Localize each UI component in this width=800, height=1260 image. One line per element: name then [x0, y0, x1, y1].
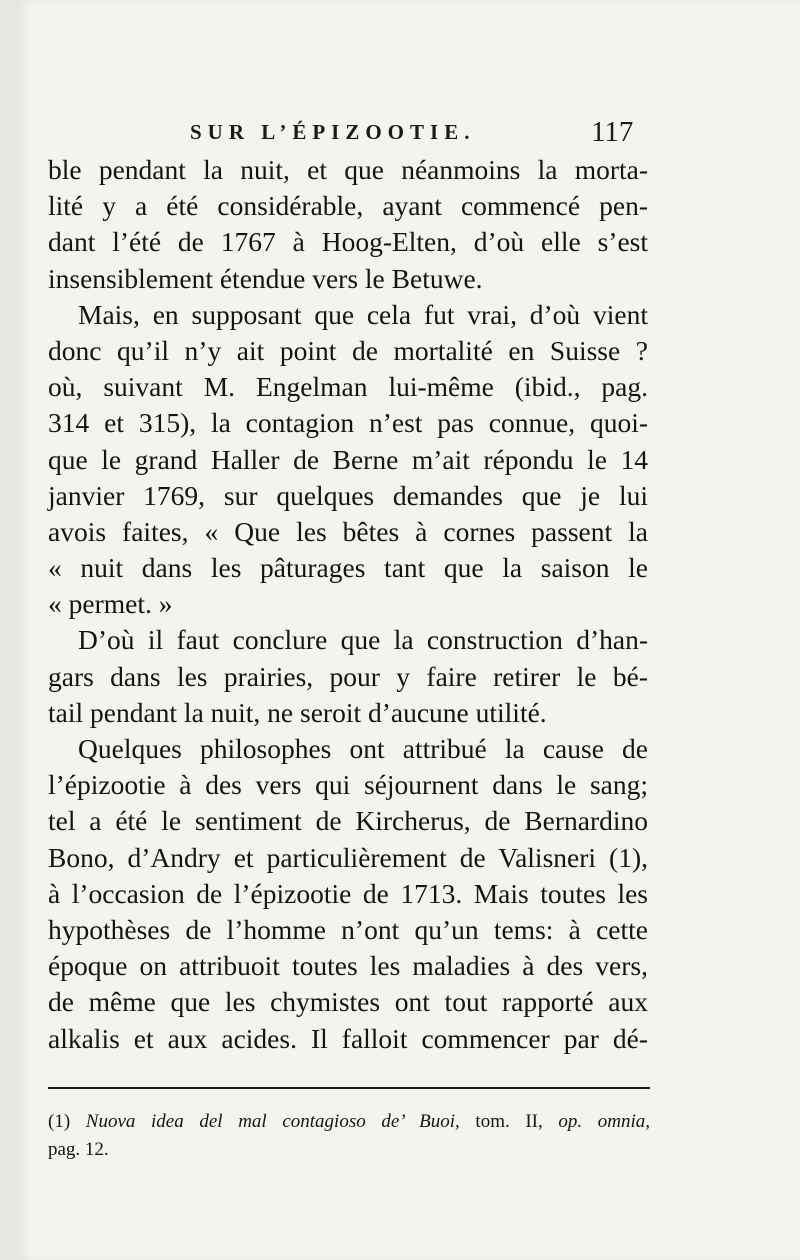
footnote-line [48, 1108, 650, 1136]
text-line: Bono, d’Andry et particulièrement de Valisneri (1), [48, 841, 648, 873]
text-line: lité y a été considérable, ayant commencé pen- [48, 190, 648, 222]
text-line: époque on attribuoit toutes les maladies à des vers, [48, 950, 648, 982]
text-line: gars dans les prairies, pour y faire retirer le bé- [48, 660, 648, 692]
footnote-ref: tom. II, [475, 1111, 543, 1132]
text-line: de même que les chymistes ont tout rapporté aux [48, 986, 648, 1018]
text-line: alkalis et aux acides. Il falloit commencer par dé- [48, 1022, 648, 1054]
text-line: Mais, en supposant que cela fut vrai, d’où vient [78, 298, 648, 330]
footnote-line: pag. 12. [48, 1139, 109, 1160]
text-line: avois faites, « Que les bêtes à cornes passent la [48, 515, 648, 547]
text-line: l’épizootie à des vers qui séjournent dans le sang; [48, 769, 648, 801]
page-number: 117 [591, 116, 634, 148]
text-line: tel a été le sentiment de Kircherus, de Bernardino [48, 805, 648, 837]
text-line: insensiblement étendue vers le Betuwe. [48, 262, 483, 294]
text-line: hypothèses de l’homme n’ont qu’un tems: à cette [48, 913, 648, 945]
text-line: janvier 1769, sur quelques demandes que je lui [48, 479, 648, 511]
footnote-marker: (1) [48, 1111, 71, 1132]
text-line: 314 et 315), la contagion n’est pas connue, quoi- [48, 407, 648, 439]
footnote-rule [48, 1087, 650, 1089]
text-line: tail pendant la nuit, ne seroit d’aucune utilité. [48, 696, 547, 728]
text-line: à l’occasion de l’épizootie de 1713. Mais toutes les [48, 877, 648, 909]
footnote-ref-italic: op. omnia, [558, 1111, 651, 1132]
book-page [18, 0, 800, 1260]
text-line: Quelques philosophes ont attribué la cause de [78, 733, 648, 764]
text-line: ble pendant la nuit, et que néanmoins la morta- [48, 154, 648, 185]
body-text [48, 152, 648, 1057]
running-title: SUR L’ÉPIZOOTIE. [190, 120, 476, 144]
footnote [48, 1108, 650, 1164]
footnote-title: Nuova idea del mal contagioso de’ Buoi, [85, 1111, 460, 1132]
text-line: D’où il faut conclure que la construction d’han- [78, 624, 648, 656]
text-line: dant l’été de 1767 à Hoog-Elten, d’où elle s’est [48, 226, 648, 258]
page-header [18, 118, 800, 152]
text-line: donc qu’il n’y ait point de mortalité en Suisse ? [48, 334, 648, 366]
text-line: « permet. » [48, 588, 173, 620]
text-line: où, suivant M. Engelman lui-même (ibid., pag. [48, 371, 648, 403]
text-line: que le grand Haller de Berne m’ait répondu le 14 [48, 443, 648, 475]
text-line: « nuit dans les pâturages tant que la saison le [48, 552, 648, 584]
